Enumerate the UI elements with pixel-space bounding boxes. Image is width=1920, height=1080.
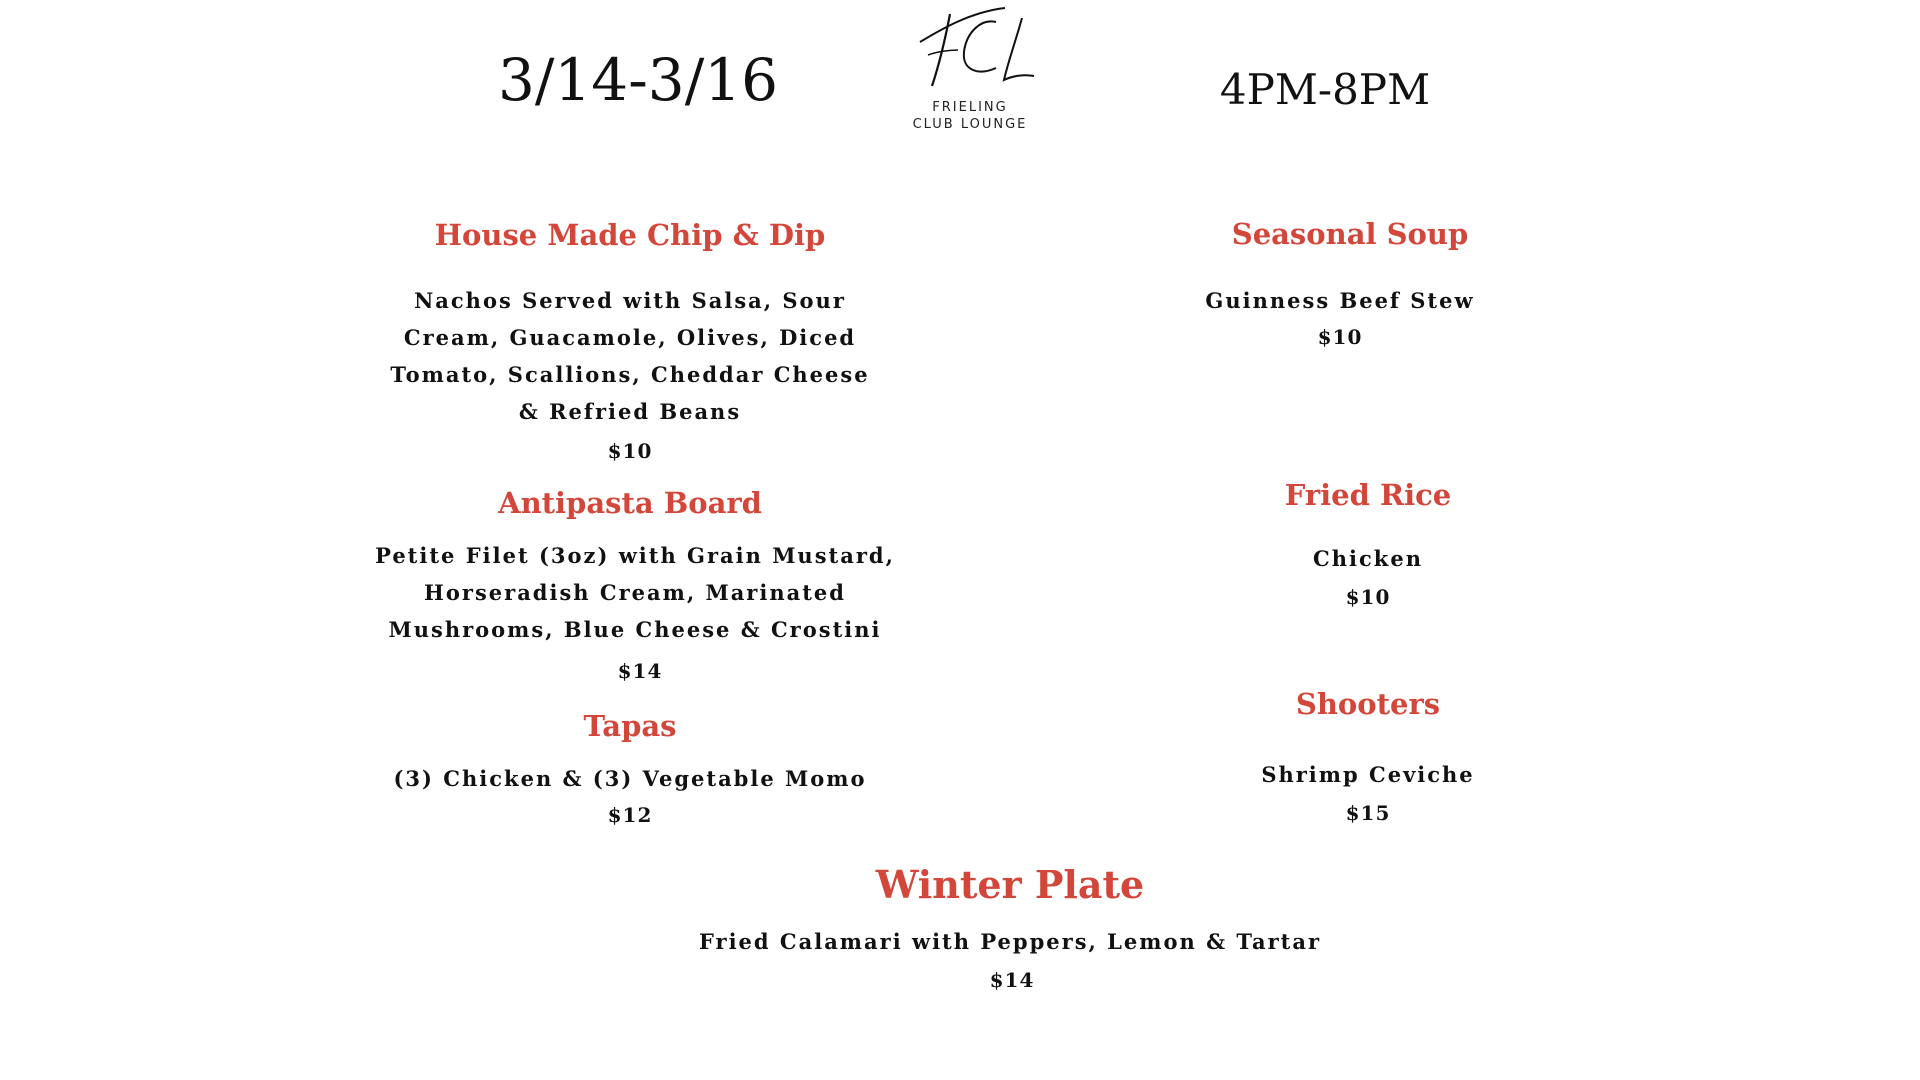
- section-title-chip-dip: House Made Chip & Dip: [434, 218, 826, 252]
- brand-logo: [880, 0, 1060, 140]
- tapas-price: $12: [607, 803, 653, 827]
- section-title-fried-rice: Fried Rice: [1284, 478, 1452, 512]
- chip-dip-description: Nachos Served with Salsa, Sour Cream, Guacamole, Olives, Diced Tomato, Scallions, Cheddar Cheese & Refried Beans: [390, 288, 870, 424]
- winter-plate-description: Fried Calamari with Peppers, Lemon & Tartar: [698, 929, 1322, 954]
- fcl-monogram-icon: [900, 0, 1040, 100]
- date-range: 3/14-3/16: [497, 46, 779, 114]
- antipasta-description: Petite Filet (3oz) with Grain Mustard, Horseradish Cream, Marinated Mushrooms, Blue Cheese & Crostini: [375, 543, 895, 642]
- tapas-description: (3) Chicken & (3) Vegetable Momo: [393, 766, 867, 791]
- antipasta-price: $14: [617, 659, 663, 683]
- soup-description: Guinness Beef Stew: [1205, 288, 1475, 313]
- fried-rice-description: Chicken: [1313, 546, 1423, 571]
- section-title-winter-plate: Winter Plate: [875, 862, 1145, 907]
- soup-price: $10: [1317, 325, 1363, 349]
- shooters-price: $15: [1345, 801, 1391, 825]
- logo-text-line2: CLUB LOUNGE: [912, 117, 1028, 132]
- fried-rice-price: $10: [1345, 585, 1391, 609]
- section-title-tapas: Tapas: [583, 709, 677, 743]
- winter-plate-price: $14: [989, 968, 1035, 992]
- section-title-antipasta: Antipasta Board: [498, 486, 762, 520]
- shooters-description: Shrimp Ceviche: [1261, 762, 1475, 787]
- section-title-soup: Seasonal Soup: [1231, 217, 1469, 251]
- chip-dip-price: $10: [607, 439, 653, 463]
- logo-text-line1: FRIELING: [932, 100, 1008, 115]
- section-title-shooters: Shooters: [1295, 687, 1441, 721]
- service-hours: 4PM-8PM: [1219, 65, 1431, 114]
